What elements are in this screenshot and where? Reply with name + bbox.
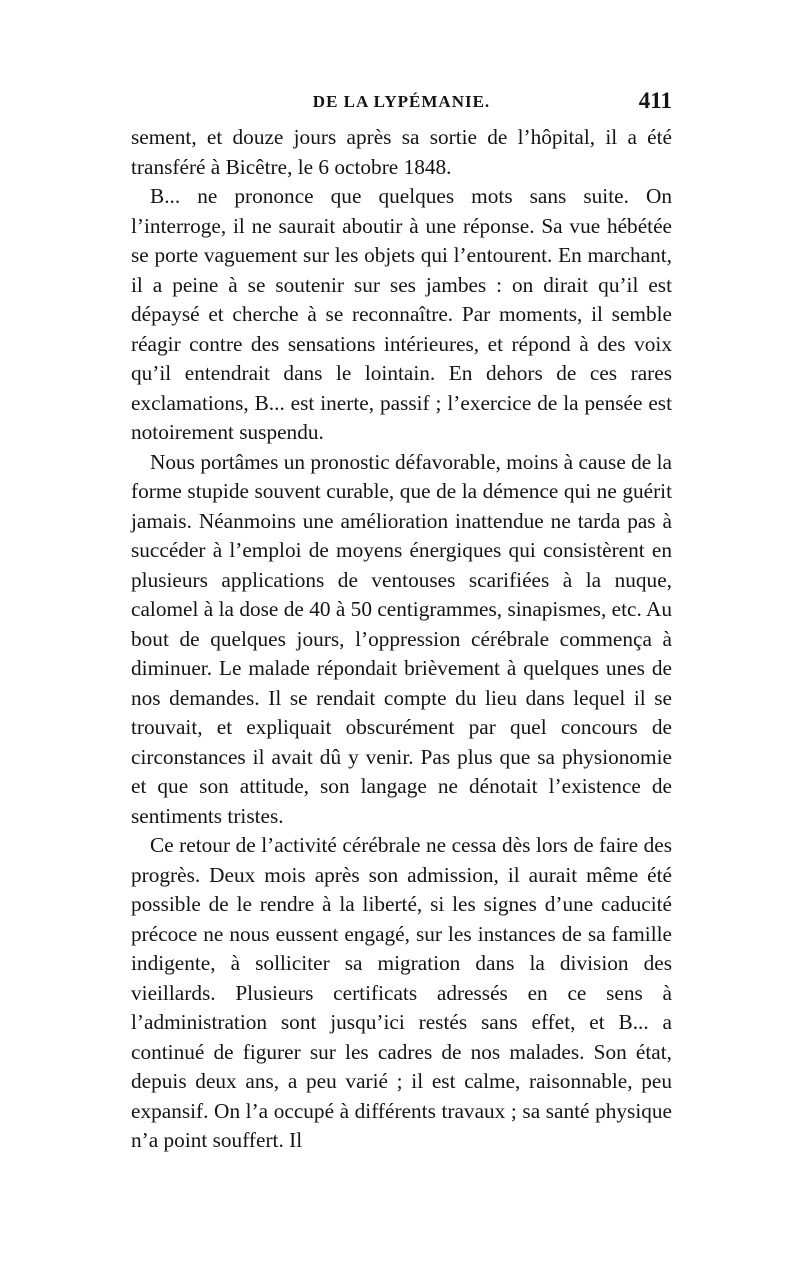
paragraph: Ce retour de l’activité cérébrale ne cessa dès lors de faire des progrès. Deux mois après son admission, il aurait même été possible de le rendre à la liberté, si les signes d’une caducité précoce ne nous eussent engagé, sur les instances de sa famille indigente, à solliciter sa migration dans la division des vieillards. Plusieurs certificats adressés en ce sens à l’administration sont jusqu’ici restés sans effet, et B... a continué de figurer sur les cadres de nos malades. Son état, depuis deux ans, a peu varié ; il est calme, raisonnable, peu expansif. On l’a occupé à différents travaux ; sa santé physique n’a point souffert. Il (131, 833, 672, 1152)
paragraph: Nous portâmes un pronostic défavorable, moins à cause de la forme stupide souvent curable, que de la démence qui ne guérit jamais. Néanmoins une amélioration inattendue ne tarda pas à succéder à l’emploi de moyens énergiques qui consistèrent en plusieurs applications de ventouses scarifiées à la nuque, calomel à la dose de 40 à 50 centigrammes, sinapismes, etc. Au bout de quelques jours, l’oppression cérébrale commença à diminuer. Le malade répondait brièvement à quelques unes de nos demandes. Il se rendait compte du lieu dans lequel il se trouvait, et expliquait obscurément par quel concours de circonstances il avait dû y venir. Pas plus que sa physionomie et que son attitude, son langage ne dénotait l’existence de sentiments tristes. (131, 449, 672, 828)
running-title: DE LA LYPÉMANIE. (312, 92, 491, 111)
page-header (131, 88, 672, 118)
paragraph-continuation: sement, et douze jours après sa sortie de l’hôpital, il a été transféré à Bicêtre, le 6 octobre 1848. (131, 125, 672, 179)
paragraph: B... ne prononce que quelques mots sans suite. On l’interroge, il ne saurait aboutir à une réponse. Sa vue hébétée se porte vaguement sur les objets qui l’entourent. En marchant, il a peine à se soutenir sur ses jambes : on dirait qu’il est dépaysé et cherche à se reconnaître. Par moments, il semble réagir contre des sensations intérieures, et répond à des voix qu’il entendrait dans le lointain. En dehors de ces rares exclamations, B... est inerte, passif ; l’exercice de la pensée est notoirement suspendu. (131, 184, 672, 444)
body-text (131, 123, 672, 1156)
page-number: 411 (638, 88, 672, 113)
